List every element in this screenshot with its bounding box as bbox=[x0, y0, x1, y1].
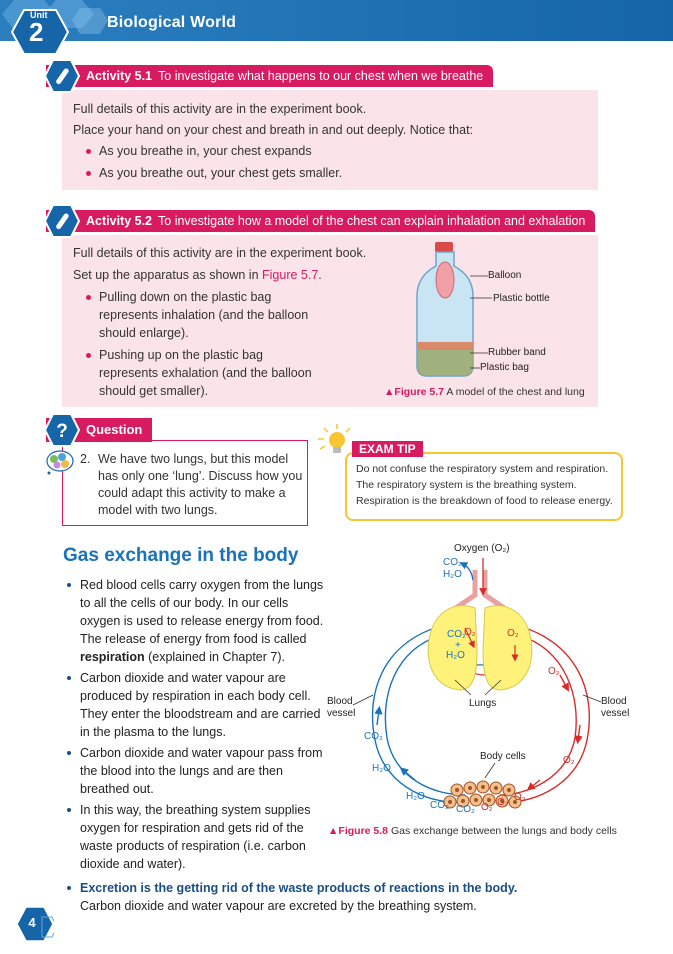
oxygen-label: Oxygen (O₂) bbox=[454, 543, 510, 554]
h2o-lung-label: H₂O bbox=[446, 650, 465, 661]
excretion-note bbox=[64, 879, 624, 915]
activity-5-1-number: Activity 5.1 bbox=[86, 69, 153, 83]
o2-vessel-label: O₂ bbox=[548, 666, 560, 677]
gas-exchange-bullet: Carbon dioxide and water vapour are produced by respiration in each body cell. They enter the bloodstream and are carried in the plasma to the lungs. bbox=[64, 669, 326, 741]
caption-arrow-icon: ▲ bbox=[384, 386, 395, 398]
test-tube-icon bbox=[44, 58, 80, 94]
exam-tip-line: Respiration is the breakdown of food to release energy. bbox=[356, 495, 613, 507]
gas-exchange-bullet bbox=[64, 576, 326, 666]
unit-hexagon-icon bbox=[0, 0, 110, 60]
excretion-text: Carbon dioxide and water vapour are excreted by the breathing system. bbox=[80, 899, 477, 913]
exam-tip-line: The respiratory system is the breathing system. bbox=[356, 479, 577, 491]
plus-label: + bbox=[455, 640, 461, 651]
unit-number: 2 bbox=[29, 17, 44, 47]
figure-5-8-caption-label: Figure 5.8 bbox=[338, 825, 389, 837]
figure-5-8-caption-text: Gas exchange between the lungs and body cells bbox=[390, 825, 617, 837]
excretion-definition: Excretion is the getting rid of the waste products of reactions in the body. bbox=[80, 881, 518, 895]
activity-5-1-bullet: As you breathe in, your chest expands bbox=[73, 142, 593, 160]
lungs-label: Lungs bbox=[469, 698, 497, 709]
h2o-cells-label: H₂O bbox=[406, 791, 425, 802]
activity-5-2-tab bbox=[46, 210, 595, 232]
activity-5-2-line-1: Full details of this activity are in the experiment book. bbox=[73, 246, 367, 260]
balloon-label: Balloon bbox=[488, 270, 522, 281]
plastic-bag-label: Plastic bag bbox=[480, 362, 529, 373]
discussion-icon bbox=[44, 448, 76, 476]
bullet-1-bold: respiration bbox=[80, 650, 145, 664]
plastic-bottle-label: Plastic bottle bbox=[493, 293, 550, 304]
co2-cells-label: CO₂ bbox=[430, 800, 449, 811]
exam-tip-line: Do not confuse the respiratory system and respiration. bbox=[356, 463, 609, 475]
exam-tip-title: EXAM TIP bbox=[352, 441, 423, 457]
activity-5-1-line-1: Full details of this activity are in the experiment book. bbox=[73, 102, 367, 116]
figure-5-7-reference: Figure 5.7 bbox=[262, 268, 319, 282]
h2o-vessel-label: H₂O bbox=[372, 763, 391, 774]
o2-cells-label: O₂ bbox=[481, 802, 493, 813]
gas-exchange-diagram bbox=[325, 540, 635, 822]
figure-5-7-caption-text: A model of the chest and lung bbox=[446, 386, 585, 398]
o2-cells-label-3: O₂ bbox=[514, 792, 526, 803]
activity-5-2-line-2-prefix: Set up the apparatus as shown in bbox=[73, 268, 263, 282]
co2-lung-label: CO₂ bbox=[447, 629, 466, 640]
bullet-1-text-a: Red blood cells carry oxygen from the lungs to all the cells of our body. In our cells oxygen is used to release energy from food. The release of energy from food is called bbox=[80, 578, 324, 646]
page-number: 4 bbox=[28, 915, 36, 930]
activity-5-2-line-2-suffix: . bbox=[318, 268, 322, 282]
figure-5-8-caption bbox=[328, 825, 617, 837]
activity-5-1-line-2: Place your hand on your chest and breath in and out deeply. Notice that: bbox=[73, 123, 474, 137]
co2-cells-label-2: CO₂ bbox=[456, 804, 475, 815]
o2-cells-label-2: O₂ bbox=[497, 797, 509, 808]
gas-exchange-bullet: Carbon dioxide and water vapour pass from the blood into the lungs and are then breathed out. bbox=[64, 744, 326, 798]
bullet-1-text-b: (explained in Chapter 7). bbox=[144, 650, 285, 664]
blood-vessel-right-label: Blood vessel bbox=[601, 696, 630, 719]
chapter-title: Biological World bbox=[107, 14, 237, 31]
o2-vessel-lower-label: O₂ bbox=[563, 755, 575, 766]
test-tube-icon bbox=[44, 203, 80, 239]
rubber-band-label: Rubber band bbox=[488, 347, 546, 358]
activity-5-2-bullet: Pushing up on the plastic bag represents exhalation (and the balloon should get smaller). bbox=[73, 346, 323, 400]
body-cells-label: Body cells bbox=[480, 751, 526, 762]
activity-5-1-title: To investigate what happens to our chest when we breathe bbox=[158, 69, 484, 83]
unit-label: Unit bbox=[30, 10, 48, 20]
gas-exchange-bullet: In this way, the breathing system supplies oxygen for respiration and gets rid of the waste products of respiration (i.e. carbon dioxide and water). bbox=[64, 801, 326, 873]
svg-text:?: ? bbox=[56, 421, 68, 442]
activity-5-1-tab bbox=[46, 65, 493, 87]
activity-5-1-bullet: As you breathe out, your chest gets smaller. bbox=[73, 164, 593, 182]
activity-5-2-bullet: Pulling down on the plastic bag represents inhalation (and the balloon should enlarge). bbox=[73, 288, 323, 342]
activity-5-2-title: To investigate how a model of the chest can explain inhalation and exhalation bbox=[158, 214, 586, 228]
figure-5-7-caption bbox=[384, 386, 585, 398]
activity-5-2-line-2 bbox=[73, 266, 403, 284]
activity-5-2-number: Activity 5.2 bbox=[86, 214, 153, 228]
caption-arrow-icon: ▲ bbox=[328, 825, 339, 837]
excretion-bullet-dot bbox=[67, 886, 71, 890]
co2-vessel-label: CO₂ bbox=[364, 731, 383, 742]
blood-vessel-left-label: Blood vessel bbox=[327, 696, 356, 719]
co2-exhaled-label: CO₂ bbox=[443, 557, 462, 568]
h2o-exhaled-label: H₂O bbox=[443, 569, 462, 580]
figure-5-7-caption-label: Figure 5.7 bbox=[394, 386, 445, 398]
question-tab: Question bbox=[46, 418, 152, 442]
question-text: We have two lungs, but this model has only one ‘lung’. Discuss how you could adapt this activity to make a model with two lungs. bbox=[98, 452, 303, 517]
o2-right-lung-label: O₂ bbox=[507, 628, 519, 639]
question-number: 2. bbox=[80, 452, 91, 466]
o2-left-lung-label: O₂ bbox=[464, 627, 476, 638]
question-mark-icon bbox=[44, 412, 80, 448]
section-heading: Gas exchange in the body bbox=[63, 545, 299, 566]
